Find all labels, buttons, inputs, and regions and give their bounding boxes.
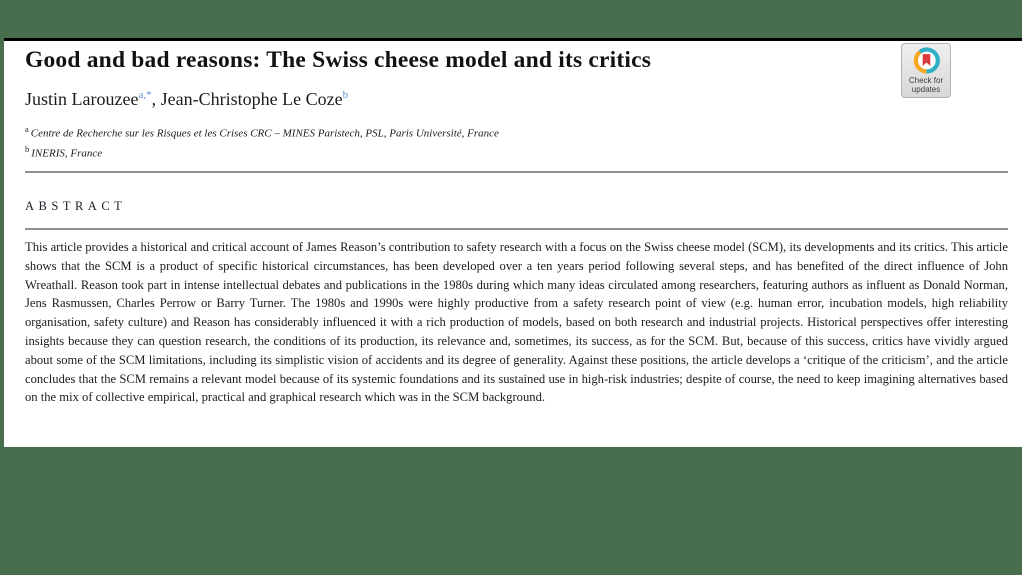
author-name: Jean-Christophe Le Coze <box>160 89 343 109</box>
author-line <box>25 89 348 110</box>
affiliation-marker: b <box>25 143 30 154</box>
affiliation-item <box>25 122 499 142</box>
check-for-updates-label <box>909 76 943 94</box>
abstract-divider-top <box>25 171 1008 173</box>
crossmark-icon <box>913 47 940 74</box>
header-top-rule <box>4 38 1022 41</box>
affiliation-text: INERIS, France <box>31 147 103 160</box>
abstract-divider-bottom <box>25 228 1008 230</box>
check-for-updates-label-line2: updates <box>911 85 941 94</box>
check-for-updates-button[interactable] <box>901 43 951 98</box>
author-affiliation-marker: b <box>342 89 349 101</box>
article-page <box>4 38 1022 447</box>
author-separator: , <box>151 89 161 109</box>
affiliation-item <box>25 142 499 162</box>
affiliation-marker: a <box>25 124 29 134</box>
affiliation-text: Centre de Recherche sur les Risques et les Crises CRC – MINES Paristech, PSL, Paris Université, France <box>30 127 499 140</box>
author-affiliation-marker: a,* <box>138 89 152 101</box>
check-for-updates-label-line1: Check for <box>908 76 944 85</box>
abstract-text: This article provides a historical and critical account of James Reason’s contribution to safety research with a focus on the Swiss cheese model (SCM), its developments and its critics. This article shows that the SCM is a product of specific historical circumstances, has been developed over a ten years period following several steps, and has benefited of the direct influence of John Wreathall. Reason took part in intense intellectual debates and publications in the 1980s during which many ideas circulated among researchers, featuring authors as influent as Donald Norman, Jens Rasmussen, Charles Perrow or Barry Turner. The 1980s and 1990s were highly productive from a safety research point of view (e.g. human error, incubation models, high reliability organisation, safety culture) and Reason has considerably influenced it with a rich production of models, based on both research and industrial projects. Historical perspectives offer interesting insights because they can question research, the conditions of its production, its relevance and, sometimes, its success, as for the SCM. But, because of this success, critics have vividly argued about some of the SCM limitations, including its simplistic vision of accidents and its degree of generality. Against these positions, the article develops a ‘critique of the criticism’, and the article concludes that the SCM remains a relevant model because of its systemic foundations and its sustained use in high-risk industries; despite of course, the need to keep imagining alternatives based on the mix of collective empirical, practical and graphical research which was in the SCM background. <box>25 240 1008 405</box>
page-title: Good and bad reasons: The Swiss cheese model and its critics <box>25 47 652 73</box>
abstract-heading: ABSTRACT <box>25 199 127 213</box>
author-name: Justin Larouzee <box>25 89 139 109</box>
affiliation-list <box>25 122 499 161</box>
